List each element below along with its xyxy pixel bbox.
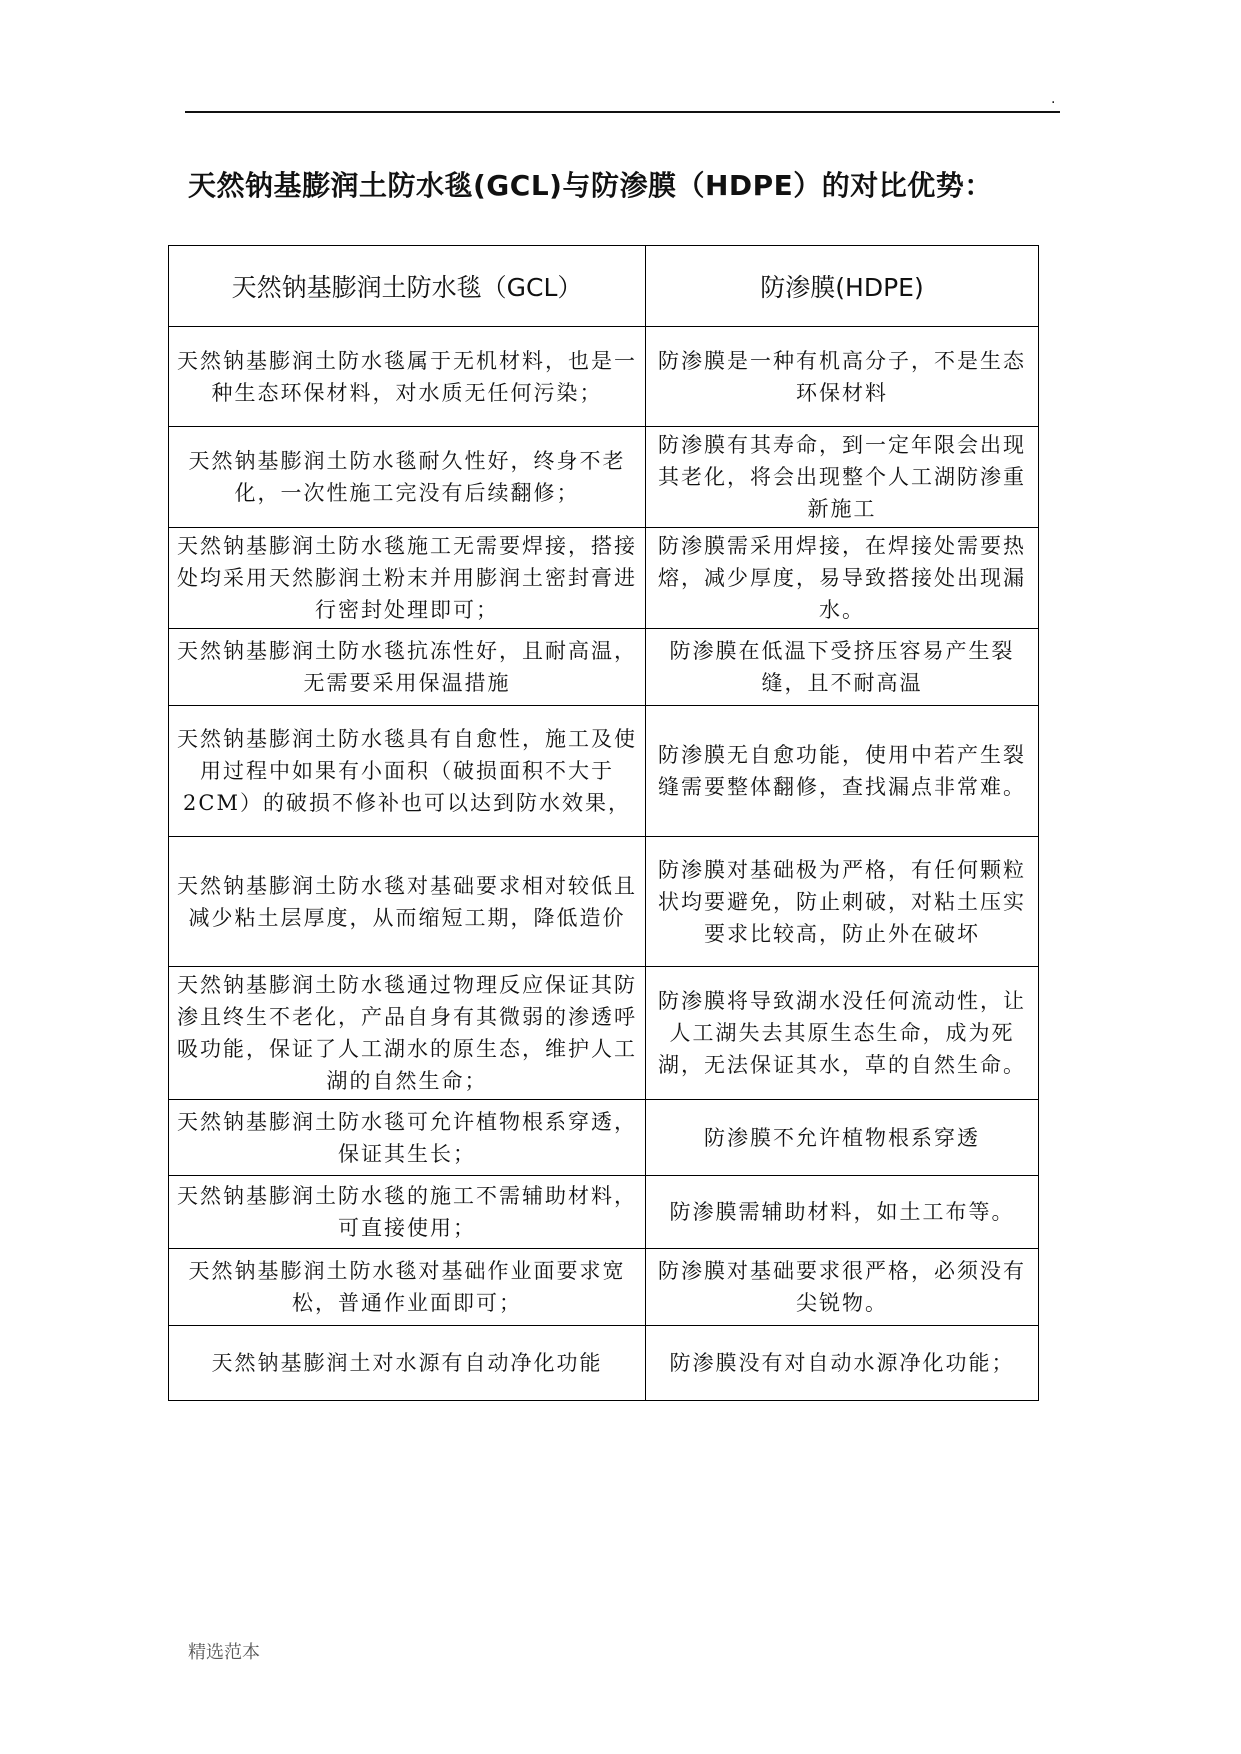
hdpe-cell: 防渗膜将导致湖水没任何流动性，让人工湖失去其原生态生命，成为死湖，无法保证其水，草的自然生命。 <box>646 967 1039 1100</box>
hdpe-cell: 防渗膜需采用焊接，在焊接处需要热熔，减少厚度，易导致搭接处出现漏水。 <box>646 528 1039 629</box>
gcl-cell: 天然钠基膨润土防水毯对基础要求相对较低且减少粘土层厚度，从而缩短工期，降低造价 <box>169 837 646 967</box>
gcl-cell: 天然钠基膨润土防水毯对基础作业面要求宽松，普通作业面即可； <box>169 1249 646 1326</box>
gcl-cell: 天然钠基膨润土对水源有自动净化功能 <box>169 1326 646 1401</box>
hdpe-cell: 防渗膜是一种有机高分子，不是生态环保材料 <box>646 327 1039 427</box>
table-header-row <box>169 246 1039 327</box>
column-header-hdpe: 防渗膜(HDPE) <box>646 246 1039 327</box>
table-row <box>169 967 1039 1100</box>
hdpe-cell: 防渗膜没有对自动水源净化功能； <box>646 1326 1039 1401</box>
gcl-cell: 天然钠基膨润土防水毯具有自愈性，施工及使用过程中如果有小面积（破损面积不大于2CM）的破损不修补也可以达到防水效果， <box>169 706 646 837</box>
hdpe-cell: 防渗膜无自愈功能，使用中若产生裂缝需要整体翻修，查找漏点非常难。 <box>646 706 1039 837</box>
gcl-cell: 天然钠基膨润土防水毯通过物理反应保证其防渗且终生不老化，产品自身有其微弱的渗透呼吸功能，保证了人工湖水的原生态，维护人工湖的自然生命； <box>169 967 646 1100</box>
hdpe-cell: 防渗膜需辅助材料，如土工布等。 <box>646 1176 1039 1249</box>
gcl-cell: 天然钠基膨润土防水毯可允许植物根系穿透，保证其生长； <box>169 1100 646 1176</box>
table-row <box>169 1100 1039 1176</box>
table-row <box>169 1176 1039 1249</box>
header-rule <box>185 111 1060 113</box>
hdpe-cell: 防渗膜在低温下受挤压容易产生裂缝，且不耐高温 <box>646 629 1039 706</box>
gcl-cell: 天然钠基膨润土防水毯的施工不需辅助材料，可直接使用； <box>169 1176 646 1249</box>
table-row <box>169 528 1039 629</box>
hdpe-cell: 防渗膜有其寿命，到一定年限会出现其老化，将会出现整个人工湖防渗重新施工 <box>646 427 1039 528</box>
table-row <box>169 1326 1039 1401</box>
gcl-cell: 天然钠基膨润土防水毯耐久性好，终身不老化，一次性施工完没有后续翻修； <box>169 427 646 528</box>
column-header-gcl: 天然钠基膨润土防水毯（GCL） <box>169 246 646 327</box>
document-title: 天然钠基膨润土防水毯(GCL)与防渗膜（HDPE）的对比优势： <box>188 169 993 202</box>
hdpe-cell: 防渗膜对基础要求很严格，必须没有尖锐物。 <box>646 1249 1039 1326</box>
hdpe-cell: 防渗膜对基础极为严格，有任何颗粒状均要避免，防止刺破，对粘土压实要求比较高，防止外在破坏 <box>646 837 1039 967</box>
table-row <box>169 706 1039 837</box>
gcl-cell: 天然钠基膨润土防水毯属于无机材料，也是一种生态环保材料，对水质无任何污染； <box>169 327 646 427</box>
table-row <box>169 327 1039 427</box>
gcl-cell: 天然钠基膨润土防水毯抗冻性好，且耐高温，无需要采用保温措施 <box>169 629 646 706</box>
footer-text: 精选范本 <box>188 1642 260 1663</box>
table-row <box>169 427 1039 528</box>
table-row <box>169 1249 1039 1326</box>
gcl-cell: 天然钠基膨润土防水毯施工无需要焊接，搭接处均采用天然膨润土粉末并用膨润土密封膏进行密封处理即可； <box>169 528 646 629</box>
hdpe-cell: 防渗膜不允许植物根系穿透 <box>646 1100 1039 1176</box>
table-row <box>169 629 1039 706</box>
table-row <box>169 837 1039 967</box>
comparison-table <box>168 245 1039 1401</box>
header-dot: . <box>1051 91 1056 107</box>
